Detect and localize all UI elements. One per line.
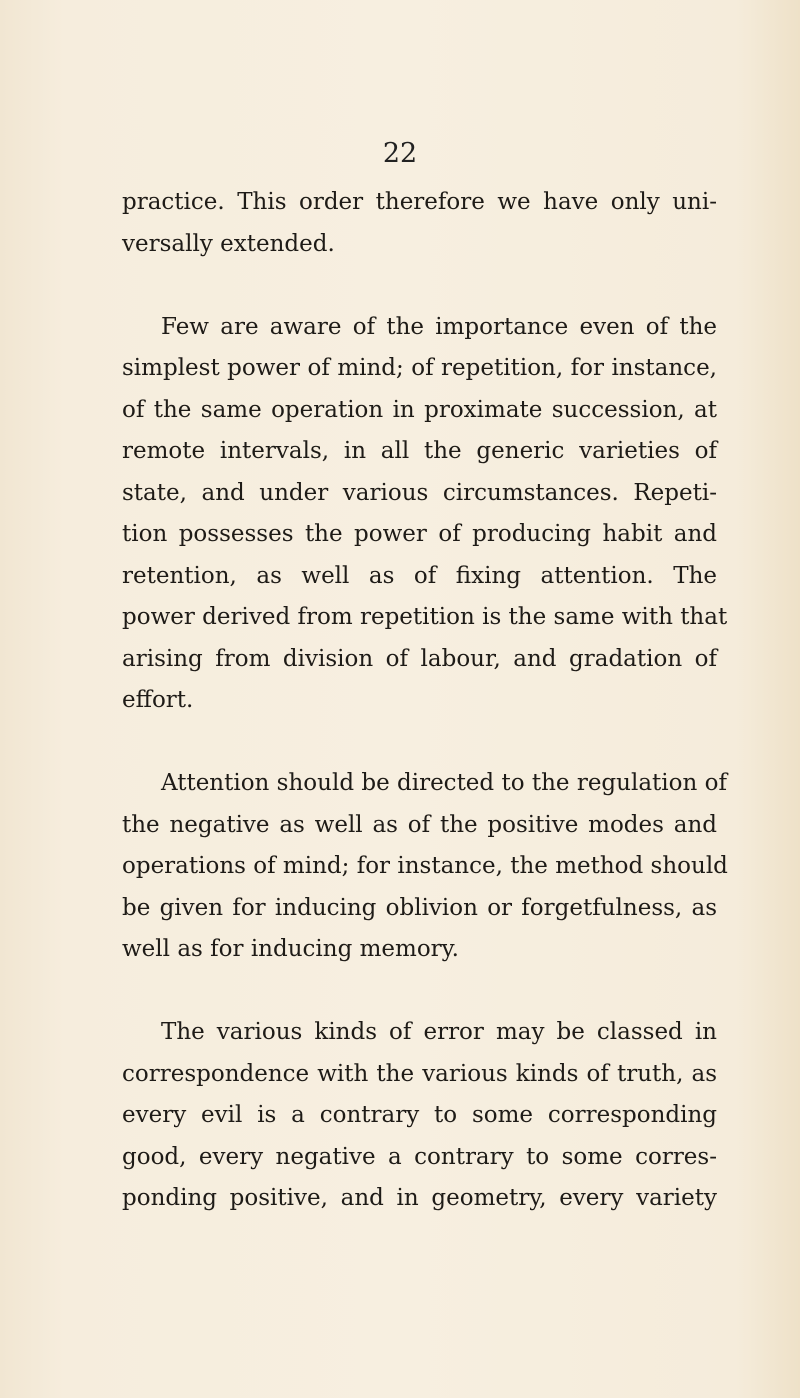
text-line: arising from division of labour, and gradation of xyxy=(122,645,717,672)
text-line: good, every negative a contrary to some corres- xyxy=(122,1143,717,1170)
paragraph-1 xyxy=(122,182,717,265)
text-line: retention, as well as of fixing attention. The xyxy=(122,562,717,589)
text-line: be given for inducing oblivion or forgetfulness, as xyxy=(122,894,717,921)
text-line: every evil is a contrary to some corresponding xyxy=(122,1102,717,1128)
page-text xyxy=(122,182,728,1220)
text-line: of the same operation in proximate succession, at xyxy=(122,396,717,423)
text-line: tion possesses the power of producing habit and xyxy=(122,521,717,547)
text-line: The various kinds of error may be classed in xyxy=(161,1019,717,1045)
text-line: practice. This order therefore we have only uni- xyxy=(122,189,717,215)
text-line: ponding positive, and in geometry, every variety xyxy=(122,1185,717,1211)
text-line: effort. xyxy=(122,687,194,713)
text-line: the negative as well as of the positive modes and xyxy=(122,811,717,838)
paragraph-4 xyxy=(122,1012,717,1220)
text-line: simplest power of mind; of repetition, for instance, xyxy=(122,355,717,381)
text-line: Attention should be directed to the regulation of xyxy=(161,770,727,796)
paragraph-2 xyxy=(122,307,728,722)
text-line: well as for inducing memory. xyxy=(122,936,459,962)
text-line: operations of mind; for instance, the method should xyxy=(122,853,728,879)
paragraph-3 xyxy=(122,763,728,971)
text-line: power derived from repetition is the same with that xyxy=(122,604,728,630)
text-line: Few are aware of the importance even of the xyxy=(161,313,717,340)
text-line: versally extended. xyxy=(122,230,335,257)
text-line: correspondence with the various kinds of truth, as xyxy=(122,1060,717,1087)
page-number: 22 xyxy=(382,138,418,169)
text-line: remote intervals, in all the generic varieties of xyxy=(122,438,717,464)
text-line: state, and under various circumstances. Repeti- xyxy=(122,479,717,506)
